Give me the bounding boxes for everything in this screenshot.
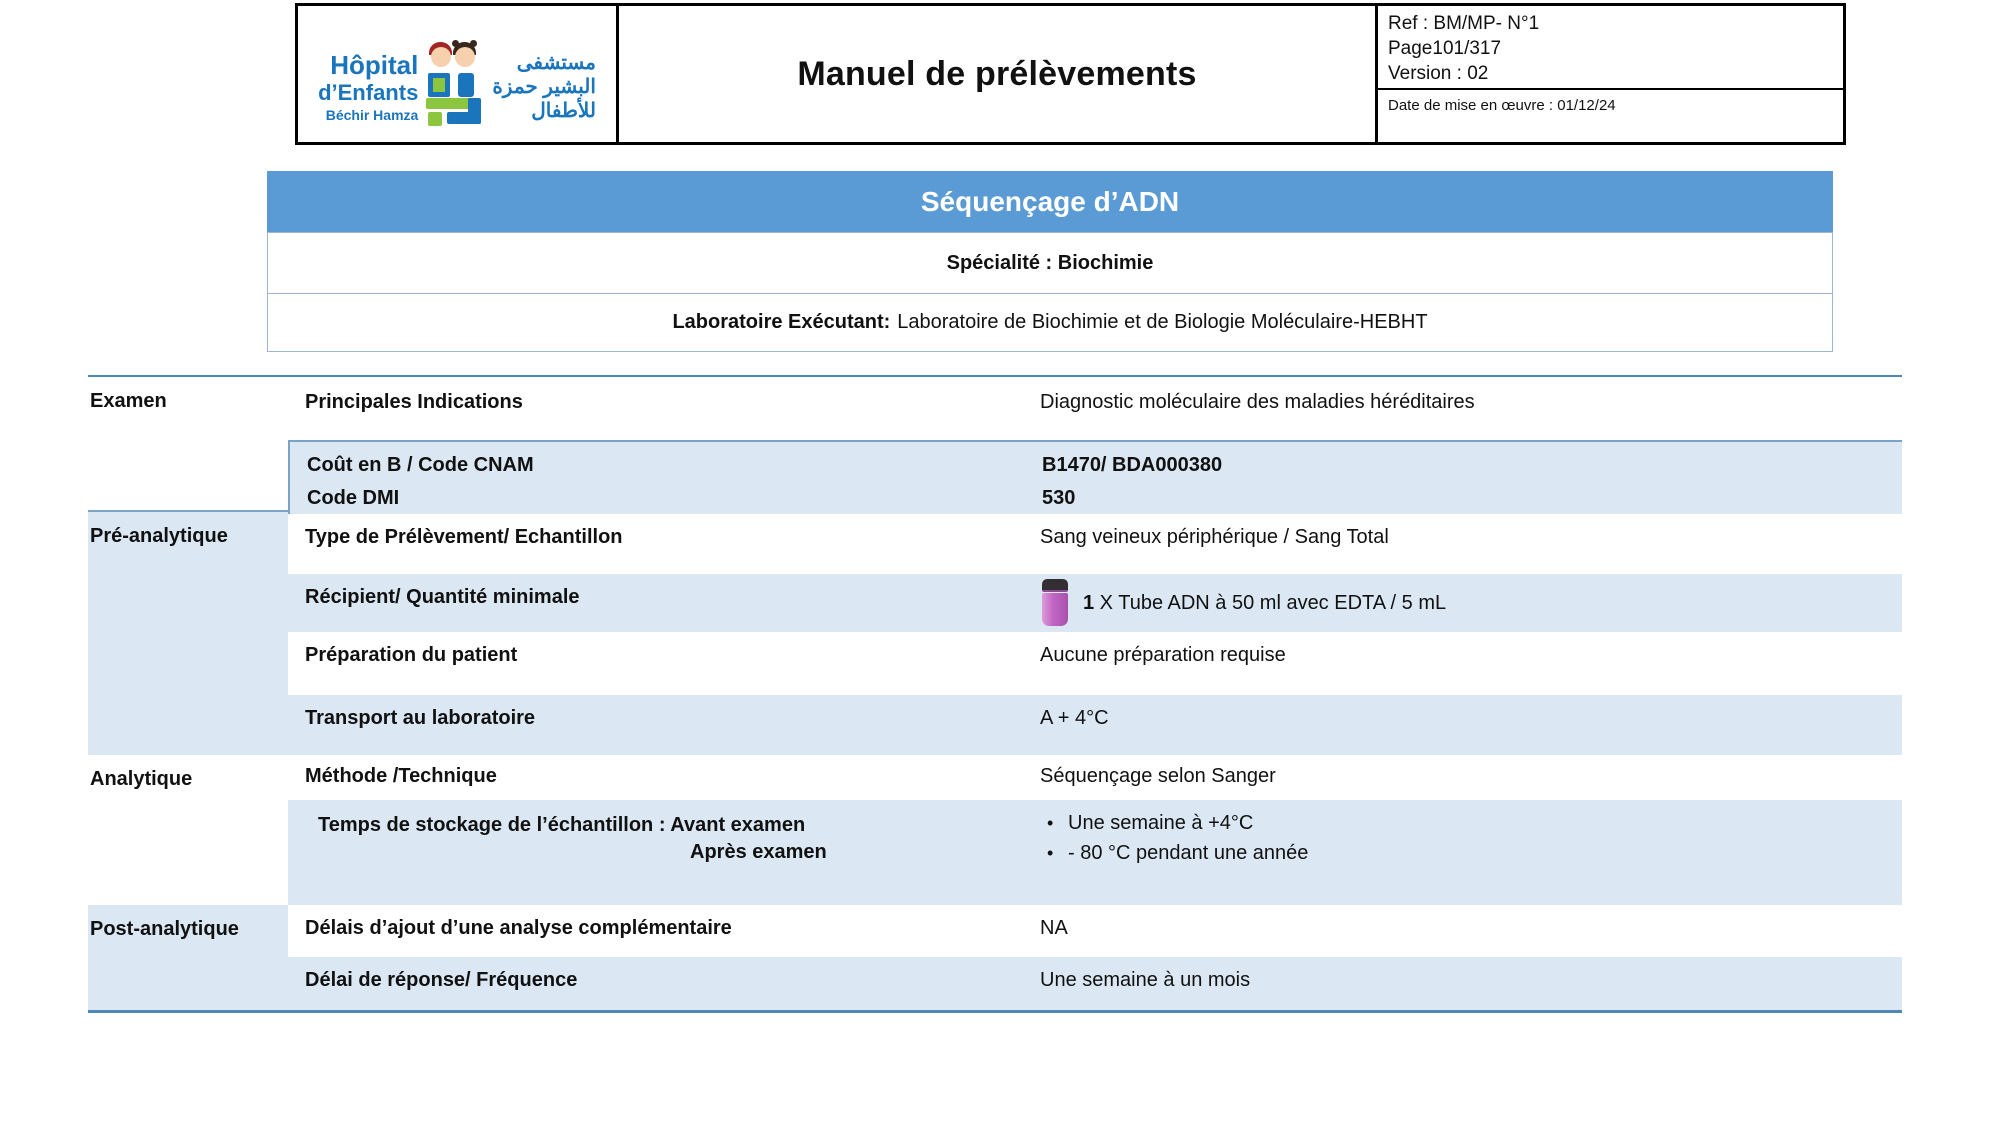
stockage-bullet-2: • - 80 °C pendant une année <box>1040 838 1892 868</box>
stockage-label-line2: Après examen <box>690 841 827 863</box>
logo-line-1: Hôpital <box>330 50 419 80</box>
exam-title: Séquençage d’ADN <box>920 185 1180 217</box>
ref-number: Ref : BM/MP- N°1 <box>1388 13 1540 34</box>
hospital-name-arabic <box>492 51 596 123</box>
row-label: Récipient/ Quantité minimale <box>305 586 580 608</box>
section-post-analytique: Post-analytique <box>88 905 288 1010</box>
hospital-logo <box>298 6 616 142</box>
row-label: Transport au laboratoire <box>305 707 536 729</box>
row-label: Préparation du patient <box>305 644 518 666</box>
hospital-name-french <box>318 52 418 122</box>
logo-arabic-line-2: البشير حمزة <box>492 76 596 98</box>
page-number: Page101/317 <box>1388 38 1502 59</box>
hospital-logo-icon <box>427 45 483 129</box>
lab-label: Laboratoire Exécutant: <box>672 311 891 333</box>
girl-face-icon <box>455 47 475 67</box>
document-title: Manuel de prélèvements <box>797 54 1197 93</box>
tube-description: X Tube ADN à 50 ml avec EDTA / 5 mL <box>1094 591 1447 614</box>
section-analytique: Analytique <box>88 755 288 905</box>
h-monogram-icon <box>428 73 482 127</box>
cout-label-line1: Coût en B / Code CNAM <box>307 454 534 476</box>
row-value <box>1030 800 1902 905</box>
document-title-cell <box>616 6 1375 142</box>
table-row-recipient <box>288 574 1902 632</box>
table-row-transport <box>288 695 1902 755</box>
reference-cell <box>1375 6 1843 142</box>
stockage-bullet-1: • Une semaine à +4°C <box>1040 808 1892 838</box>
edta-tube-icon <box>1042 579 1068 627</box>
table-row-cout <box>288 440 1902 514</box>
row-value: Une semaine à un mois <box>1040 969 1251 991</box>
logo-arabic-line-1: مستشفى <box>516 52 596 74</box>
exam-details-table <box>88 375 1902 1013</box>
cout-value-line1: B1470/ BDA000380 <box>1042 454 1223 476</box>
table-row-indications <box>288 377 1902 440</box>
row-value: Diagnostic moléculaire des maladies héréditaires <box>1040 391 1475 413</box>
row-value: Aucune préparation requise <box>1040 644 1286 666</box>
lab-value: Laboratoire de Biochimie et de Biologie Moléculaire-HEBHT <box>897 311 1428 333</box>
logo-line-2: d’Enfants <box>318 80 419 105</box>
boy-face-icon <box>431 47 451 67</box>
specialty-row <box>267 232 1833 294</box>
effective-date: Date de mise en œuvre : 01/12/24 <box>1378 88 1843 142</box>
table-row-delai-reponse <box>288 957 1902 1010</box>
row-label: Méthode /Technique <box>305 765 497 787</box>
stockage-label-line1: Temps de stockage de l’échantillon : Avant examen <box>318 814 806 836</box>
row-label: Principales Indications <box>305 391 523 413</box>
table-row-stockage <box>288 800 1902 905</box>
row-label <box>290 442 1032 514</box>
tube-quantity: 1 <box>1083 591 1095 614</box>
row-value <box>1030 574 1902 632</box>
table-row-type-prelevement <box>288 514 1902 574</box>
row-value <box>1032 442 1902 514</box>
row-value: Séquençage selon Sanger <box>1040 765 1276 787</box>
row-value: NA <box>1040 917 1068 939</box>
table-row-delais-ajout <box>288 905 1902 957</box>
row-value: Sang veineux périphérique / Sang Total <box>1040 526 1389 548</box>
executing-lab-row <box>267 293 1833 352</box>
logo-arabic-line-3: للأطفال <box>531 100 596 122</box>
specialty-text: Spécialité : Biochimie <box>946 251 1154 274</box>
row-value: A + 4°C <box>1040 707 1109 729</box>
cout-value-line2: 530 <box>1042 487 1076 509</box>
version-number: Version : 02 <box>1388 63 1489 84</box>
section-examen: Examen <box>88 377 288 512</box>
row-label <box>288 800 1030 905</box>
cout-label-line2: Code DMI <box>307 487 400 509</box>
row-label: Délai de réponse/ Fréquence <box>305 969 578 991</box>
document-header <box>295 3 1846 145</box>
row-label: Délais d’ajout d’une analyse complémentaire <box>305 917 732 939</box>
table-row-preparation <box>288 632 1902 695</box>
row-label: Type de Prélèvement/ Echantillon <box>305 526 623 548</box>
table-row-methode <box>288 755 1902 800</box>
section-pre-analytique: Pré-analytique <box>88 512 288 755</box>
examen-section-divider <box>88 510 288 512</box>
exam-title-banner <box>267 171 1833 232</box>
logo-line-3: Béchir Hamza <box>325 107 419 123</box>
